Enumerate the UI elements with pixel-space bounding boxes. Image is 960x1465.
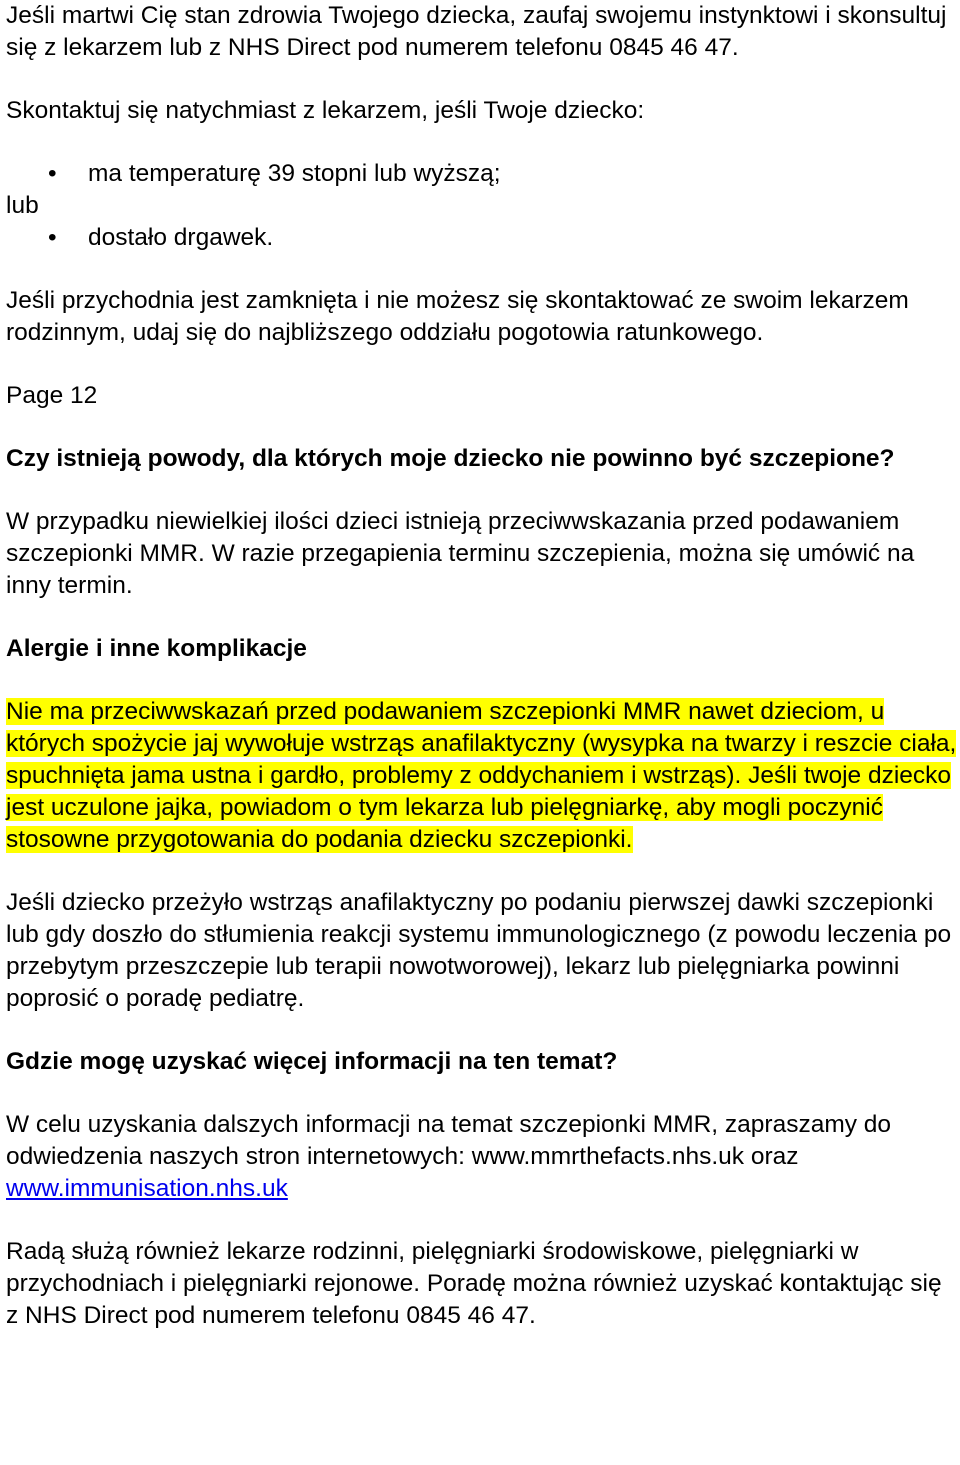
page-marker: Page 12 [6, 382, 98, 409]
allergies-heading: Alergie i inne komplikacje [6, 635, 307, 662]
immunisation-link[interactable]: www.immunisation.nhs.uk [6, 1175, 288, 1202]
more-info-heading: Gdzie mogę uzyskać więcej informacji na ten temat? [6, 1048, 618, 1075]
highlighted-paragraph [6, 696, 958, 856]
anaphylaxis-paragraph: Jeśli dziecko przeżyło wstrząs anafilaktyczny po podaniu pierwszej dawki szczepionki lub gdy doszło do stłumienia reakcji systemu immunologicznego (z powodu leczenia po przebytym przeszczepie lub terapii nowotworowej), lekarz lub pielęgniarka powinni poprosić o poradę pediatrę. [6, 889, 952, 1012]
contraindications-heading: Czy istnieją powody, dla których moje dziecko nie powinno być szczepione? [6, 445, 895, 472]
more-info-text: W celu uzyskania dalszych informacji na temat szczepionki MMR, zapraszamy do odwiedzenia naszych stron internetowych: www.mmrthefacts.nhs.uk oraz [6, 1111, 892, 1170]
list-item [6, 222, 958, 254]
symptom-list-2 [6, 222, 958, 254]
more-info-paragraph [6, 1109, 958, 1205]
symptom-list [6, 158, 958, 190]
list-connector: lub [6, 192, 39, 219]
bullet-icon: • [48, 224, 57, 251]
clinic-closed-paragraph: Jeśli przychodnia jest zamknięta i nie możesz się skontaktować ze swoim lekarzem rodzinnym, udaj się do najbliższego oddziału pogotowia ratunkowego. [6, 287, 909, 346]
highlighted-text: Nie ma przeciwwskazań przed podawaniem szczepionki MMR nawet dzieciom, u których spożycie jaj wywołuje wstrząs anafilaktyczny (wysypka na twarzy i reszcie ciała, spuchnięta jama ustna i gardło, problemy z oddychaniem i wstrząs). Jeśli twoje dziecko jest uczulone jajka, powiadom o tym lekarza lub pielęgniarkę, aby mogli poczynić stosowne przygotowania do podania dziecku szczepionki. [6, 698, 957, 853]
list-item [6, 158, 958, 190]
contraindications-paragraph: W przypadku niewielkiej ilości dzieci istnieją przeciwwskazania przed podawaniem szczepionki MMR. W razie przegapienia terminu szczepienia, można się umówić na inny termin. [6, 508, 915, 599]
bullet-icon: • [48, 160, 57, 187]
intro-paragraph: Jeśli martwi Cię stan zdrowia Twojego dziecka, zaufaj swojemu instynktowi i skonsultuj się z lekarzem lub z NHS Direct pod numerem telefonu 0845 46 47. [6, 2, 947, 61]
closing-paragraph: Radą służą również lekarze rodzinni, pielęgniarki środowiskowe, pielęgniarki w przychodniach i pielęgniarki rejonowe. Poradę można również uzyskać kontaktując się z NHS Direct pod numerem telefonu 0845 46 47. [6, 1238, 942, 1329]
list-item-text: dostało drgawek. [88, 224, 274, 251]
list-item-text: ma temperaturę 39 stopni lub wyższą; [88, 160, 501, 187]
contact-intro-paragraph: Skontaktuj się natychmiast z lekarzem, jeśli Twoje dziecko: [6, 97, 645, 124]
document-page [6, 0, 958, 1332]
